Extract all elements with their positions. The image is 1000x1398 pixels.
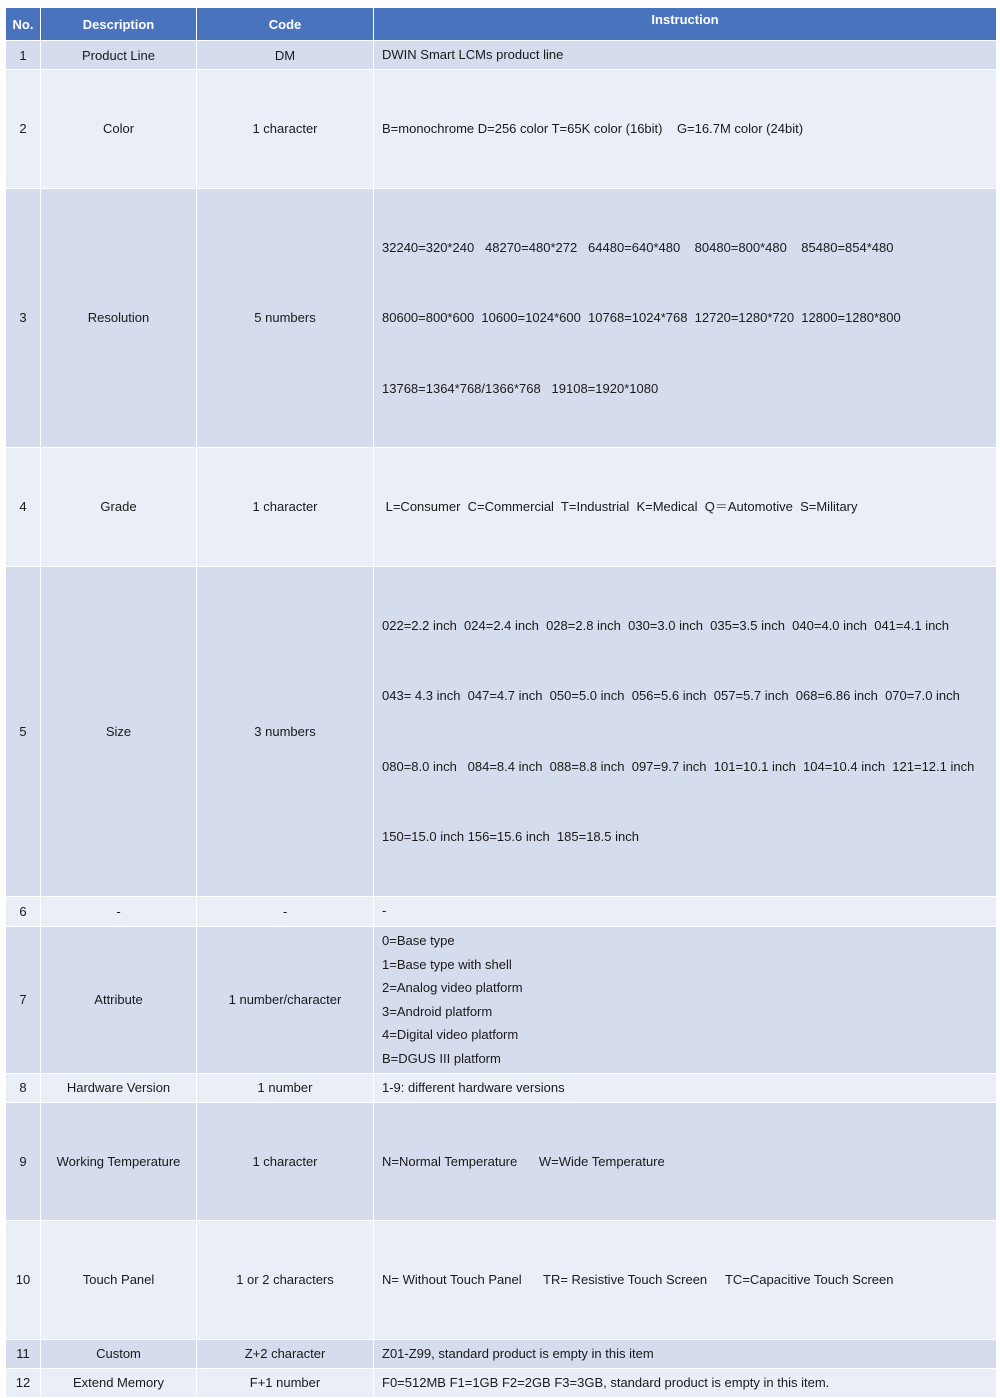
cell-code: 5 numbers bbox=[197, 188, 374, 448]
cell-instruction bbox=[374, 448, 997, 567]
cell-code: Z+2 character bbox=[197, 1339, 374, 1368]
table-row bbox=[6, 41, 997, 70]
cell-instruction bbox=[374, 566, 997, 896]
cell-code: DM bbox=[197, 41, 374, 70]
instruction-line: F0=512MB F1=1GB F2=2GB F3=3GB, standard product is empty in this item. bbox=[382, 1374, 830, 1390]
instruction-line: 1-9: different hardware versions bbox=[382, 1079, 565, 1095]
naming-rule-table bbox=[5, 7, 997, 1398]
header-no: No. bbox=[6, 8, 41, 41]
instruction-line: Z01-Z99, standard product is empty in this item bbox=[382, 1345, 654, 1361]
instruction-line: DWIN Smart LCMs product line bbox=[382, 47, 564, 63]
cell-no: 12 bbox=[6, 1368, 41, 1397]
cell-code: - bbox=[197, 896, 374, 926]
cell-instruction bbox=[374, 896, 997, 926]
cell-code: 1 number/character bbox=[197, 926, 374, 1073]
instruction-line: 043= 4.3 inch 047=4.7 inch 050=5.0 inch 056=5.6 inch 057=5.7 inch 068=6.86 inch 070=7.0 inch bbox=[382, 688, 960, 703]
cell-no: 3 bbox=[6, 188, 41, 448]
cell-instruction bbox=[374, 1368, 997, 1397]
cell-code: F+1 number bbox=[197, 1368, 374, 1397]
instruction-line: 80600=800*600 10600=1024*600 10768=1024*768 12720=1280*720 12800=1280*800 bbox=[382, 310, 901, 325]
cell-description: Grade bbox=[41, 448, 197, 567]
instruction-line: 0=Base type bbox=[382, 933, 455, 948]
cell-no: 6 bbox=[6, 896, 41, 926]
cell-instruction bbox=[374, 70, 997, 189]
header-instruction: Instruction bbox=[374, 8, 997, 41]
header-description: Description bbox=[41, 8, 197, 41]
instruction-line: - bbox=[382, 903, 387, 919]
cell-no: 10 bbox=[6, 1221, 41, 1340]
cell-no: 11 bbox=[6, 1339, 41, 1368]
cell-no: 4 bbox=[6, 448, 41, 567]
instruction-line: 13768=1364*768/1366*768 19108=1920*1080 bbox=[382, 380, 659, 396]
instruction-line: 32240=320*240 48270=480*272 64480=640*480 80480=800*480 85480=854*480 bbox=[382, 239, 894, 255]
cell-description: Hardware Version bbox=[41, 1073, 197, 1102]
cell-instruction bbox=[374, 1102, 997, 1221]
table-row bbox=[6, 1073, 997, 1102]
instruction-line: 2=Analog video platform bbox=[382, 980, 523, 995]
instruction-line: 022=2.2 inch 024=2.4 inch 028=2.8 inch 030=3.0 inch 035=3.5 inch 040=4.0 inch 041=4.1 inch bbox=[382, 617, 950, 633]
instruction-line: N=Normal Temperature W=Wide Temperature bbox=[382, 1153, 665, 1169]
table-row bbox=[6, 1102, 997, 1221]
cell-description: - bbox=[41, 896, 197, 926]
instruction-line: 1=Base type with shell bbox=[382, 956, 512, 972]
cell-code: 1 number bbox=[197, 1073, 374, 1102]
cell-no: 5 bbox=[6, 566, 41, 896]
cell-description: Touch Panel bbox=[41, 1221, 197, 1340]
instruction-line: N= Without Touch Panel TR= Resistive Touch Screen TC=Capacitive Touch Screen bbox=[382, 1272, 894, 1287]
cell-description: Color bbox=[41, 70, 197, 189]
cell-no: 2 bbox=[6, 70, 41, 189]
naming-rule-table-container bbox=[5, 7, 996, 1398]
table-row bbox=[6, 566, 997, 896]
cell-instruction bbox=[374, 188, 997, 448]
cell-instruction bbox=[374, 1073, 997, 1102]
cell-no: 1 bbox=[6, 41, 41, 70]
cell-code: 1 or 2 characters bbox=[197, 1221, 374, 1340]
table-row bbox=[6, 188, 997, 448]
table-row bbox=[6, 1339, 997, 1368]
cell-description: Product Line bbox=[41, 41, 197, 70]
cell-no: 9 bbox=[6, 1102, 41, 1221]
instruction-line: 4=Digital video platform bbox=[382, 1027, 519, 1042]
instruction-line: 080=8.0 inch 084=8.4 inch 088=8.8 inch 097=9.7 inch 101=10.1 inch 104=10.4 inch 121=12.1 inch bbox=[382, 758, 975, 774]
table-header-row bbox=[6, 8, 997, 41]
table-row bbox=[6, 1368, 997, 1397]
cell-code: 3 numbers bbox=[197, 566, 374, 896]
table-row bbox=[6, 448, 997, 567]
cell-description: Custom bbox=[41, 1339, 197, 1368]
instruction-line: B=monochrome D=256 color T=65K color (16bit) G=16.7M color (24bit) bbox=[382, 121, 804, 136]
cell-no: 7 bbox=[6, 926, 41, 1073]
table-row bbox=[6, 70, 997, 189]
cell-instruction bbox=[374, 926, 997, 1073]
table-row bbox=[6, 926, 997, 1073]
cell-description: Extend Memory bbox=[41, 1368, 197, 1397]
cell-description: Size bbox=[41, 566, 197, 896]
cell-code: 1 character bbox=[197, 70, 374, 189]
header-code: Code bbox=[197, 8, 374, 41]
table-row bbox=[6, 896, 997, 926]
cell-code: 1 character bbox=[197, 448, 374, 567]
instruction-line: L=Consumer C=Commercial T=Industrial K=Medical Q＝Automotive S=Military bbox=[382, 499, 858, 514]
instruction-line: 150=15.0 inch 156=15.6 inch 185=18.5 inch bbox=[382, 829, 639, 844]
instruction-line: 3=Android platform bbox=[382, 1003, 493, 1019]
cell-description: Working Temperature bbox=[41, 1102, 197, 1221]
instruction-line: B=DGUS III platform bbox=[382, 1050, 501, 1066]
cell-instruction bbox=[374, 1221, 997, 1340]
table-row bbox=[6, 1221, 997, 1340]
cell-instruction bbox=[374, 1339, 997, 1368]
cell-description: Resolution bbox=[41, 188, 197, 448]
cell-code: 1 character bbox=[197, 1102, 374, 1221]
cell-description: Attribute bbox=[41, 926, 197, 1073]
cell-no: 8 bbox=[6, 1073, 41, 1102]
cell-instruction bbox=[374, 41, 997, 70]
